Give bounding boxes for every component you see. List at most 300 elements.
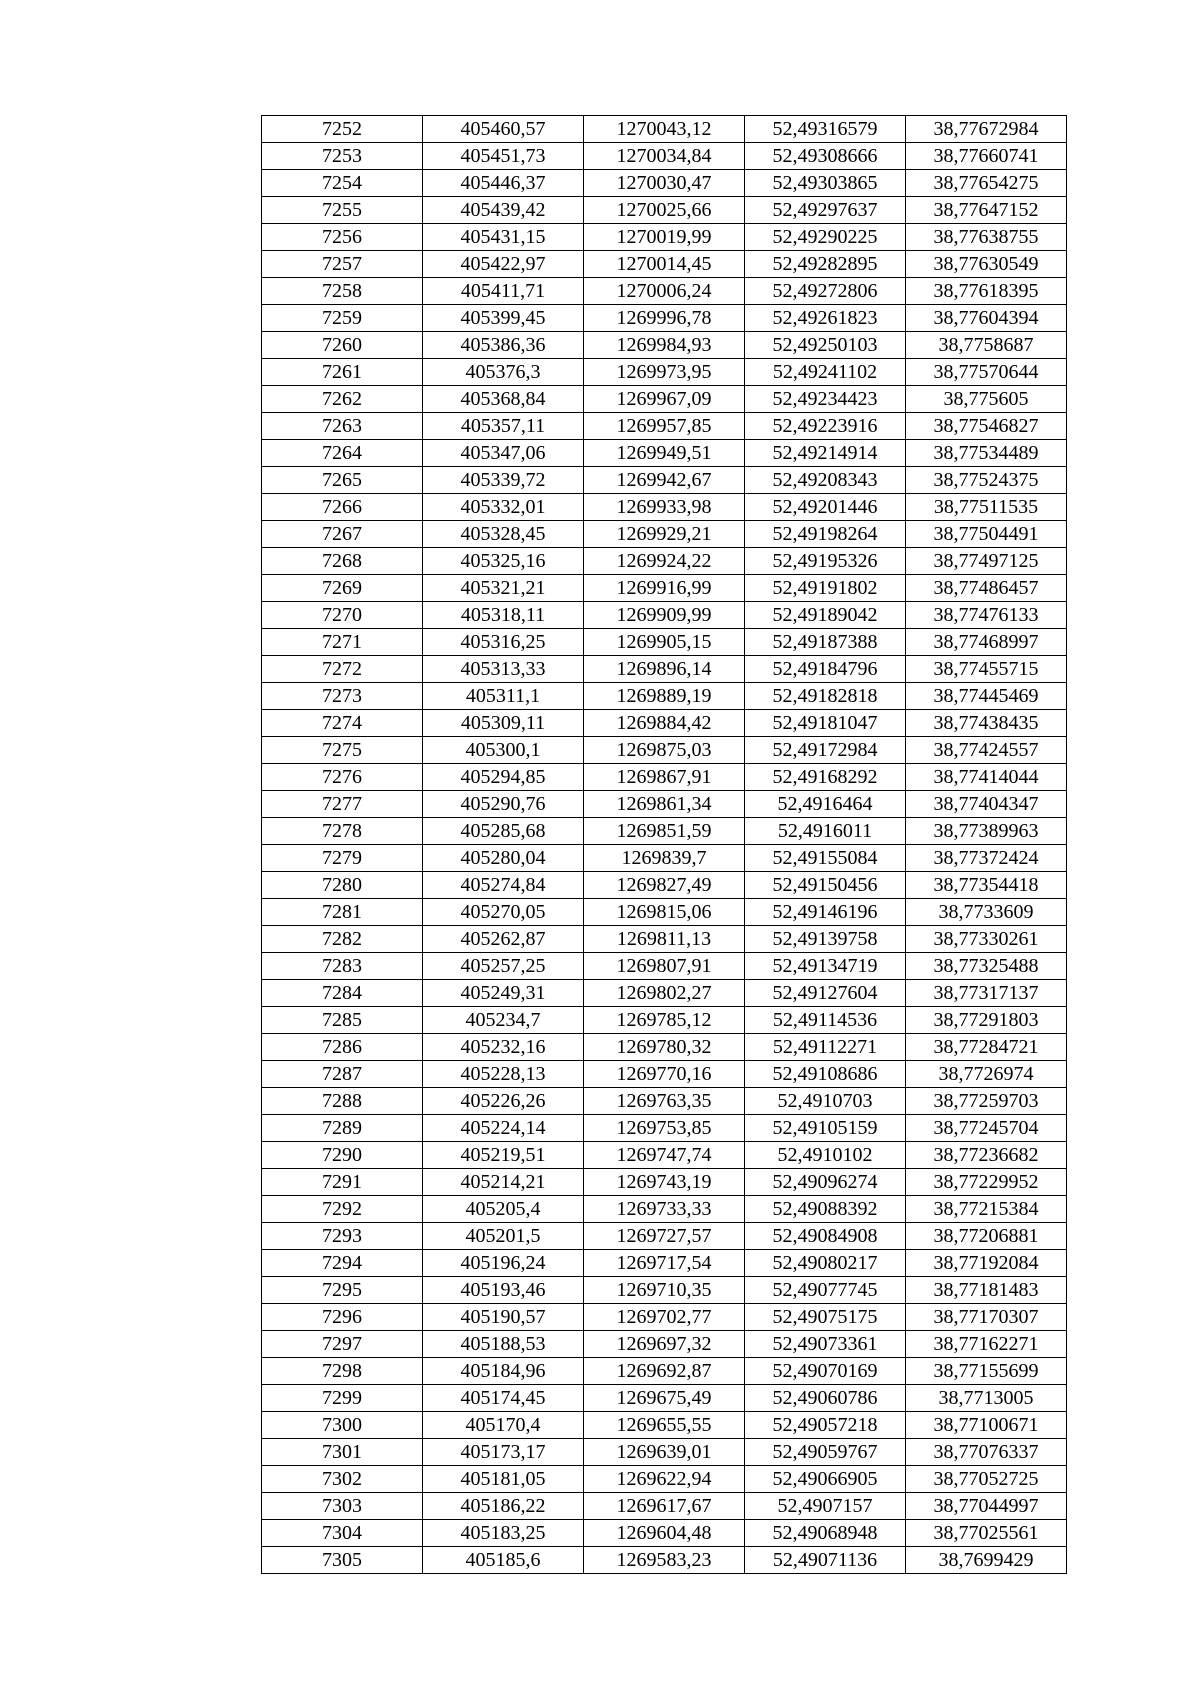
table-row: [262, 629, 1067, 656]
table-row: [262, 440, 1067, 467]
table-row: [262, 953, 1067, 980]
table-row: [262, 1385, 1067, 1412]
table-row: [262, 494, 1067, 521]
table-row: [262, 467, 1067, 494]
longitude-cell: 38,77155699: [906, 1358, 1067, 1385]
table-row: [262, 1466, 1067, 1493]
y-coordinate-cell: 1269984,93: [584, 332, 745, 359]
latitude-cell: 52,49088392: [745, 1196, 906, 1223]
x-coordinate-cell: 405311,1: [423, 683, 584, 710]
y-coordinate-cell: 1269583,23: [584, 1547, 745, 1574]
y-coordinate-cell: 1269916,99: [584, 575, 745, 602]
latitude-cell: 52,49096274: [745, 1169, 906, 1196]
x-coordinate-cell: 405188,53: [423, 1331, 584, 1358]
longitude-cell: 38,77325488: [906, 953, 1067, 980]
table-row: [262, 1277, 1067, 1304]
y-coordinate-cell: 1269747,74: [584, 1142, 745, 1169]
coordinates-table: [261, 115, 1067, 1574]
y-coordinate-cell: 1269802,27: [584, 980, 745, 1007]
table-row: [262, 1169, 1067, 1196]
point-number-cell: 7291: [262, 1169, 423, 1196]
point-number-cell: 7287: [262, 1061, 423, 1088]
longitude-cell: 38,7758687: [906, 332, 1067, 359]
point-number-cell: 7275: [262, 737, 423, 764]
latitude-cell: 52,49073361: [745, 1331, 906, 1358]
table-row: [262, 224, 1067, 251]
y-coordinate-cell: 1269996,78: [584, 305, 745, 332]
latitude-cell: 52,49105159: [745, 1115, 906, 1142]
point-number-cell: 7252: [262, 116, 423, 143]
point-number-cell: 7273: [262, 683, 423, 710]
table-row: [262, 413, 1067, 440]
latitude-cell: 52,49201446: [745, 494, 906, 521]
latitude-cell: 52,49182818: [745, 683, 906, 710]
latitude-cell: 52,49134719: [745, 953, 906, 980]
x-coordinate-cell: 405290,76: [423, 791, 584, 818]
y-coordinate-cell: 1269884,42: [584, 710, 745, 737]
point-number-cell: 7288: [262, 1088, 423, 1115]
x-coordinate-cell: 405234,7: [423, 1007, 584, 1034]
longitude-cell: 38,77192084: [906, 1250, 1067, 1277]
table-row: [262, 764, 1067, 791]
longitude-cell: 38,77052725: [906, 1466, 1067, 1493]
y-coordinate-cell: 1269604,48: [584, 1520, 745, 1547]
table-row: [262, 1304, 1067, 1331]
x-coordinate-cell: 405368,84: [423, 386, 584, 413]
point-number-cell: 7282: [262, 926, 423, 953]
x-coordinate-cell: 405232,16: [423, 1034, 584, 1061]
x-coordinate-cell: 405170,4: [423, 1412, 584, 1439]
table-row: [262, 521, 1067, 548]
x-coordinate-cell: 405357,11: [423, 413, 584, 440]
longitude-cell: 38,77504491: [906, 521, 1067, 548]
longitude-cell: 38,77468997: [906, 629, 1067, 656]
x-coordinate-cell: 405321,21: [423, 575, 584, 602]
point-number-cell: 7294: [262, 1250, 423, 1277]
point-number-cell: 7266: [262, 494, 423, 521]
y-coordinate-cell: 1269942,67: [584, 467, 745, 494]
y-coordinate-cell: 1269675,49: [584, 1385, 745, 1412]
x-coordinate-cell: 405325,16: [423, 548, 584, 575]
latitude-cell: 52,49075175: [745, 1304, 906, 1331]
point-number-cell: 7278: [262, 818, 423, 845]
table-row: [262, 683, 1067, 710]
x-coordinate-cell: 405451,73: [423, 143, 584, 170]
point-number-cell: 7304: [262, 1520, 423, 1547]
table-row: [262, 251, 1067, 278]
table-row: [262, 1439, 1067, 1466]
y-coordinate-cell: 1269867,91: [584, 764, 745, 791]
x-coordinate-cell: 405376,3: [423, 359, 584, 386]
x-coordinate-cell: 405422,97: [423, 251, 584, 278]
x-coordinate-cell: 405174,45: [423, 1385, 584, 1412]
latitude-cell: 52,49250103: [745, 332, 906, 359]
point-number-cell: 7285: [262, 1007, 423, 1034]
point-number-cell: 7267: [262, 521, 423, 548]
longitude-cell: 38,77245704: [906, 1115, 1067, 1142]
x-coordinate-cell: 405328,45: [423, 521, 584, 548]
x-coordinate-cell: 405313,33: [423, 656, 584, 683]
latitude-cell: 52,49308666: [745, 143, 906, 170]
latitude-cell: 52,49077745: [745, 1277, 906, 1304]
longitude-cell: 38,77638755: [906, 224, 1067, 251]
longitude-cell: 38,77076337: [906, 1439, 1067, 1466]
latitude-cell: 52,4910102: [745, 1142, 906, 1169]
table-row: [262, 278, 1067, 305]
y-coordinate-cell: 1269967,09: [584, 386, 745, 413]
x-coordinate-cell: 405446,37: [423, 170, 584, 197]
coordinates-table-body: [262, 116, 1067, 1574]
table-row: [262, 332, 1067, 359]
table-row: [262, 1547, 1067, 1574]
x-coordinate-cell: 405274,84: [423, 872, 584, 899]
latitude-cell: 52,4907157: [745, 1493, 906, 1520]
table-row: [262, 1493, 1067, 1520]
table-row: [262, 818, 1067, 845]
point-number-cell: 7259: [262, 305, 423, 332]
x-coordinate-cell: 405173,17: [423, 1439, 584, 1466]
x-coordinate-cell: 405201,5: [423, 1223, 584, 1250]
y-coordinate-cell: 1269743,19: [584, 1169, 745, 1196]
y-coordinate-cell: 1269733,33: [584, 1196, 745, 1223]
table-row: [262, 1412, 1067, 1439]
longitude-cell: 38,77236682: [906, 1142, 1067, 1169]
latitude-cell: 52,49059767: [745, 1439, 906, 1466]
table-row: [262, 791, 1067, 818]
y-coordinate-cell: 1269889,19: [584, 683, 745, 710]
longitude-cell: 38,77044997: [906, 1493, 1067, 1520]
point-number-cell: 7257: [262, 251, 423, 278]
table-row: [262, 1061, 1067, 1088]
latitude-cell: 52,49068948: [745, 1520, 906, 1547]
latitude-cell: 52,4910703: [745, 1088, 906, 1115]
y-coordinate-cell: 1269973,95: [584, 359, 745, 386]
x-coordinate-cell: 405439,42: [423, 197, 584, 224]
x-coordinate-cell: 405193,46: [423, 1277, 584, 1304]
table-row: [262, 1196, 1067, 1223]
y-coordinate-cell: 1270030,47: [584, 170, 745, 197]
point-number-cell: 7284: [262, 980, 423, 1007]
longitude-cell: 38,77660741: [906, 143, 1067, 170]
latitude-cell: 52,49084908: [745, 1223, 906, 1250]
point-number-cell: 7295: [262, 1277, 423, 1304]
latitude-cell: 52,49189042: [745, 602, 906, 629]
y-coordinate-cell: 1269697,32: [584, 1331, 745, 1358]
x-coordinate-cell: 405249,31: [423, 980, 584, 1007]
y-coordinate-cell: 1270034,84: [584, 143, 745, 170]
point-number-cell: 7274: [262, 710, 423, 737]
table-row: [262, 116, 1067, 143]
y-coordinate-cell: 1269933,98: [584, 494, 745, 521]
longitude-cell: 38,77438435: [906, 710, 1067, 737]
longitude-cell: 38,77546827: [906, 413, 1067, 440]
y-coordinate-cell: 1269702,77: [584, 1304, 745, 1331]
table-row: [262, 980, 1067, 1007]
point-number-cell: 7302: [262, 1466, 423, 1493]
y-coordinate-cell: 1269717,54: [584, 1250, 745, 1277]
x-coordinate-cell: 405224,14: [423, 1115, 584, 1142]
point-number-cell: 7270: [262, 602, 423, 629]
x-coordinate-cell: 405185,6: [423, 1547, 584, 1574]
x-coordinate-cell: 405262,87: [423, 926, 584, 953]
point-number-cell: 7269: [262, 575, 423, 602]
table-row: [262, 359, 1067, 386]
longitude-cell: 38,77672984: [906, 116, 1067, 143]
longitude-cell: 38,77476133: [906, 602, 1067, 629]
table-row: [262, 656, 1067, 683]
latitude-cell: 52,49214914: [745, 440, 906, 467]
point-number-cell: 7279: [262, 845, 423, 872]
latitude-cell: 52,49272806: [745, 278, 906, 305]
y-coordinate-cell: 1269753,85: [584, 1115, 745, 1142]
point-number-cell: 7301: [262, 1439, 423, 1466]
point-number-cell: 7268: [262, 548, 423, 575]
y-coordinate-cell: 1269909,99: [584, 602, 745, 629]
table-row: [262, 1223, 1067, 1250]
point-number-cell: 7272: [262, 656, 423, 683]
latitude-cell: 52,49080217: [745, 1250, 906, 1277]
latitude-cell: 52,49071136: [745, 1547, 906, 1574]
latitude-cell: 52,49181047: [745, 710, 906, 737]
point-number-cell: 7280: [262, 872, 423, 899]
longitude-cell: 38,77524375: [906, 467, 1067, 494]
longitude-cell: 38,77354418: [906, 872, 1067, 899]
longitude-cell: 38,77511535: [906, 494, 1067, 521]
latitude-cell: 52,49066905: [745, 1466, 906, 1493]
y-coordinate-cell: 1269875,03: [584, 737, 745, 764]
point-number-cell: 7300: [262, 1412, 423, 1439]
latitude-cell: 52,49146196: [745, 899, 906, 926]
y-coordinate-cell: 1270006,24: [584, 278, 745, 305]
latitude-cell: 52,49060786: [745, 1385, 906, 1412]
table-row: [262, 143, 1067, 170]
longitude-cell: 38,7733609: [906, 899, 1067, 926]
latitude-cell: 52,49168292: [745, 764, 906, 791]
latitude-cell: 52,49184796: [745, 656, 906, 683]
table-row: [262, 737, 1067, 764]
longitude-cell: 38,77025561: [906, 1520, 1067, 1547]
point-number-cell: 7290: [262, 1142, 423, 1169]
y-coordinate-cell: 1269692,87: [584, 1358, 745, 1385]
latitude-cell: 52,49282895: [745, 251, 906, 278]
y-coordinate-cell: 1270043,12: [584, 116, 745, 143]
latitude-cell: 52,49187388: [745, 629, 906, 656]
latitude-cell: 52,49261823: [745, 305, 906, 332]
longitude-cell: 38,77206881: [906, 1223, 1067, 1250]
latitude-cell: 52,49208343: [745, 467, 906, 494]
point-number-cell: 7255: [262, 197, 423, 224]
longitude-cell: 38,77647152: [906, 197, 1067, 224]
y-coordinate-cell: 1269924,22: [584, 548, 745, 575]
longitude-cell: 38,77570644: [906, 359, 1067, 386]
longitude-cell: 38,77497125: [906, 548, 1067, 575]
table-row: [262, 1250, 1067, 1277]
y-coordinate-cell: 1270025,66: [584, 197, 745, 224]
table-row: [262, 926, 1067, 953]
table-row: [262, 1331, 1067, 1358]
longitude-cell: 38,77317137: [906, 980, 1067, 1007]
table-row: [262, 845, 1067, 872]
longitude-cell: 38,77372424: [906, 845, 1067, 872]
x-coordinate-cell: 405228,13: [423, 1061, 584, 1088]
y-coordinate-cell: 1269655,55: [584, 1412, 745, 1439]
latitude-cell: 52,49112271: [745, 1034, 906, 1061]
table-row: [262, 305, 1067, 332]
y-coordinate-cell: 1269639,01: [584, 1439, 745, 1466]
latitude-cell: 52,49070169: [745, 1358, 906, 1385]
x-coordinate-cell: 405219,51: [423, 1142, 584, 1169]
y-coordinate-cell: 1269727,57: [584, 1223, 745, 1250]
longitude-cell: 38,77445469: [906, 683, 1067, 710]
point-number-cell: 7263: [262, 413, 423, 440]
table-row: [262, 386, 1067, 413]
point-number-cell: 7261: [262, 359, 423, 386]
point-number-cell: 7297: [262, 1331, 423, 1358]
point-number-cell: 7298: [262, 1358, 423, 1385]
x-coordinate-cell: 405386,36: [423, 332, 584, 359]
latitude-cell: 52,49241102: [745, 359, 906, 386]
longitude-cell: 38,77259703: [906, 1088, 1067, 1115]
latitude-cell: 52,49223916: [745, 413, 906, 440]
point-number-cell: 7281: [262, 899, 423, 926]
x-coordinate-cell: 405294,85: [423, 764, 584, 791]
x-coordinate-cell: 405257,25: [423, 953, 584, 980]
table-row: [262, 602, 1067, 629]
table-row: [262, 1520, 1067, 1547]
x-coordinate-cell: 405316,25: [423, 629, 584, 656]
latitude-cell: 52,49297637: [745, 197, 906, 224]
x-coordinate-cell: 405205,4: [423, 1196, 584, 1223]
x-coordinate-cell: 405431,15: [423, 224, 584, 251]
point-number-cell: 7277: [262, 791, 423, 818]
latitude-cell: 52,49127604: [745, 980, 906, 1007]
longitude-cell: 38,77162271: [906, 1331, 1067, 1358]
x-coordinate-cell: 405270,05: [423, 899, 584, 926]
x-coordinate-cell: 405214,21: [423, 1169, 584, 1196]
point-number-cell: 7260: [262, 332, 423, 359]
y-coordinate-cell: 1269710,35: [584, 1277, 745, 1304]
y-coordinate-cell: 1269785,12: [584, 1007, 745, 1034]
table-row: [262, 548, 1067, 575]
x-coordinate-cell: 405183,25: [423, 1520, 584, 1547]
longitude-cell: 38,775605: [906, 386, 1067, 413]
table-row: [262, 170, 1067, 197]
x-coordinate-cell: 405196,24: [423, 1250, 584, 1277]
x-coordinate-cell: 405226,26: [423, 1088, 584, 1115]
longitude-cell: 38,77389963: [906, 818, 1067, 845]
x-coordinate-cell: 405309,11: [423, 710, 584, 737]
longitude-cell: 38,77181483: [906, 1277, 1067, 1304]
latitude-cell: 52,49139758: [745, 926, 906, 953]
longitude-cell: 38,77414044: [906, 764, 1067, 791]
longitude-cell: 38,77424557: [906, 737, 1067, 764]
longitude-cell: 38,77534489: [906, 440, 1067, 467]
latitude-cell: 52,49108686: [745, 1061, 906, 1088]
longitude-cell: 38,77330261: [906, 926, 1067, 953]
longitude-cell: 38,77170307: [906, 1304, 1067, 1331]
table-row: [262, 1358, 1067, 1385]
y-coordinate-cell: 1269957,85: [584, 413, 745, 440]
x-coordinate-cell: 405285,68: [423, 818, 584, 845]
point-number-cell: 7305: [262, 1547, 423, 1574]
latitude-cell: 52,49172984: [745, 737, 906, 764]
point-number-cell: 7283: [262, 953, 423, 980]
longitude-cell: 38,77100671: [906, 1412, 1067, 1439]
y-coordinate-cell: 1269622,94: [584, 1466, 745, 1493]
table-row: [262, 1007, 1067, 1034]
table-row: [262, 1034, 1067, 1061]
x-coordinate-cell: 405460,57: [423, 116, 584, 143]
longitude-cell: 38,77229952: [906, 1169, 1067, 1196]
table-row: [262, 872, 1067, 899]
x-coordinate-cell: 405332,01: [423, 494, 584, 521]
longitude-cell: 38,77604394: [906, 305, 1067, 332]
x-coordinate-cell: 405181,05: [423, 1466, 584, 1493]
point-number-cell: 7265: [262, 467, 423, 494]
longitude-cell: 38,77618395: [906, 278, 1067, 305]
x-coordinate-cell: 405318,11: [423, 602, 584, 629]
point-number-cell: 7292: [262, 1196, 423, 1223]
point-number-cell: 7286: [262, 1034, 423, 1061]
point-number-cell: 7276: [262, 764, 423, 791]
point-number-cell: 7296: [262, 1304, 423, 1331]
y-coordinate-cell: 1270019,99: [584, 224, 745, 251]
latitude-cell: 52,49290225: [745, 224, 906, 251]
longitude-cell: 38,77404347: [906, 791, 1067, 818]
point-number-cell: 7303: [262, 1493, 423, 1520]
x-coordinate-cell: 405186,22: [423, 1493, 584, 1520]
latitude-cell: 52,49234423: [745, 386, 906, 413]
y-coordinate-cell: 1269770,16: [584, 1061, 745, 1088]
point-number-cell: 7264: [262, 440, 423, 467]
latitude-cell: 52,49303865: [745, 170, 906, 197]
y-coordinate-cell: 1269949,51: [584, 440, 745, 467]
y-coordinate-cell: 1269839,7: [584, 845, 745, 872]
latitude-cell: 52,4916464: [745, 791, 906, 818]
table-row: [262, 1115, 1067, 1142]
y-coordinate-cell: 1269896,14: [584, 656, 745, 683]
table-row: [262, 710, 1067, 737]
latitude-cell: 52,49155084: [745, 845, 906, 872]
latitude-cell: 52,4916011: [745, 818, 906, 845]
y-coordinate-cell: 1269929,21: [584, 521, 745, 548]
longitude-cell: 38,77455715: [906, 656, 1067, 683]
x-coordinate-cell: 405190,57: [423, 1304, 584, 1331]
latitude-cell: 52,49057218: [745, 1412, 906, 1439]
longitude-cell: 38,77486457: [906, 575, 1067, 602]
point-number-cell: 7271: [262, 629, 423, 656]
y-coordinate-cell: 1269861,34: [584, 791, 745, 818]
y-coordinate-cell: 1269815,06: [584, 899, 745, 926]
y-coordinate-cell: 1269811,13: [584, 926, 745, 953]
y-coordinate-cell: 1269617,67: [584, 1493, 745, 1520]
x-coordinate-cell: 405347,06: [423, 440, 584, 467]
longitude-cell: 38,77291803: [906, 1007, 1067, 1034]
point-number-cell: 7258: [262, 278, 423, 305]
x-coordinate-cell: 405184,96: [423, 1358, 584, 1385]
latitude-cell: 52,49150456: [745, 872, 906, 899]
latitude-cell: 52,49198264: [745, 521, 906, 548]
longitude-cell: 38,7699429: [906, 1547, 1067, 1574]
y-coordinate-cell: 1269851,59: [584, 818, 745, 845]
latitude-cell: 52,49191802: [745, 575, 906, 602]
y-coordinate-cell: 1269763,35: [584, 1088, 745, 1115]
point-number-cell: 7253: [262, 143, 423, 170]
y-coordinate-cell: 1269827,49: [584, 872, 745, 899]
x-coordinate-cell: 405280,04: [423, 845, 584, 872]
longitude-cell: 38,7726974: [906, 1061, 1067, 1088]
x-coordinate-cell: 405411,71: [423, 278, 584, 305]
